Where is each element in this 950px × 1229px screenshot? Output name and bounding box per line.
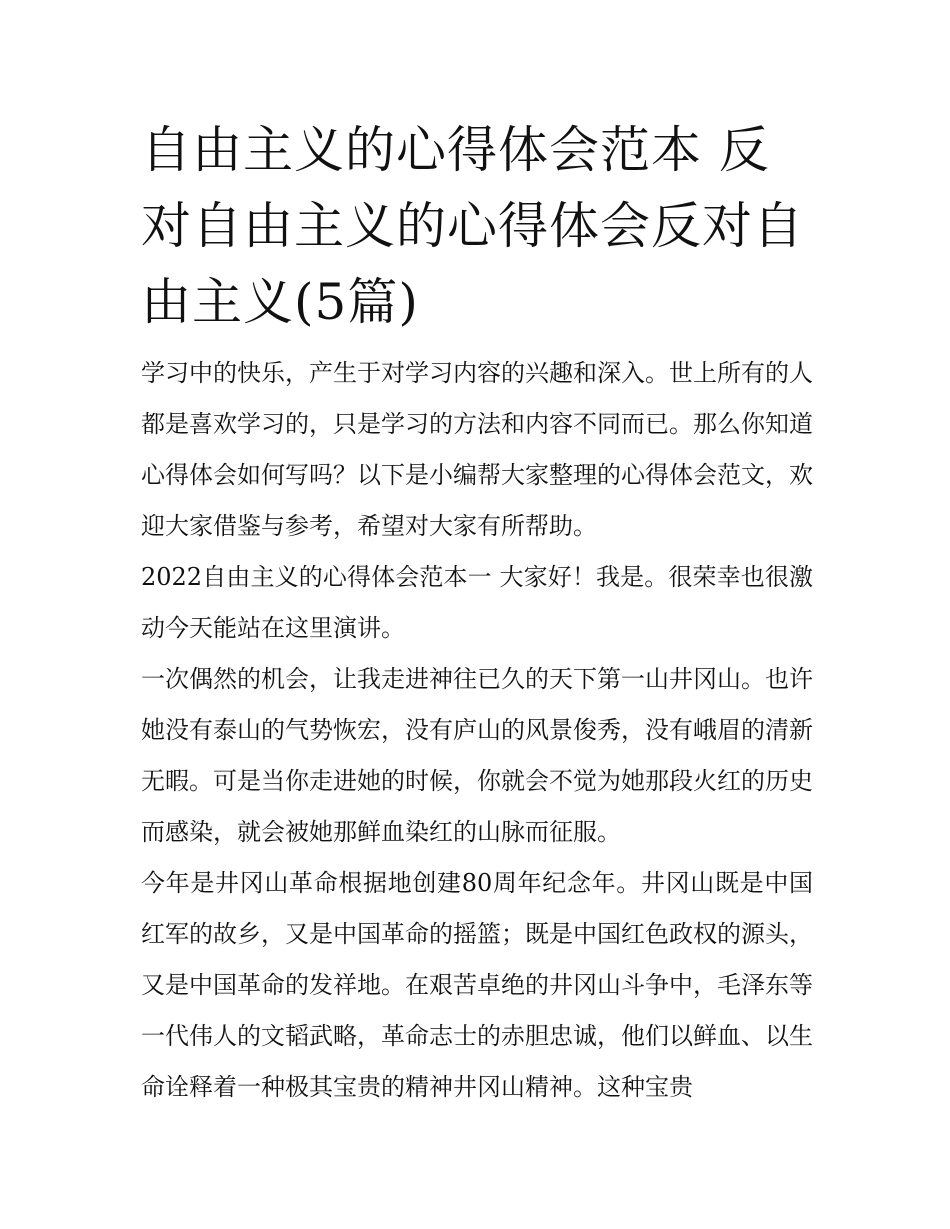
paragraph-intro: 学习中的快乐，产生于对学习内容的兴趣和深入。世上所有的人都是喜欢学习的，只是学习的方法和内容不同而已。那么你知道心得体会如何写吗？以下是小编帮大家整理的心得体会范文，欢迎大家借鉴与参考，希望对大家有所帮助。 bbox=[141, 359, 813, 540]
document-body bbox=[141, 112, 813, 1113]
paragraph-jinggangshan-visit: 一次偶然的机会，让我走进神往已久的天下第一山井冈山。也许她没有泰山的气势恢宏，没有庐山的风景俊秀，没有峨眉的清新无暇。可是当你走进她的时候，你就会不觉为她那段火红的历史而感染，就会被她那鲜血染红的山脉而征服。 bbox=[141, 665, 813, 846]
paragraph-jinggangshan-history: 今年是井冈山革命根据地创建80周年纪念年。井冈山既是中国红军的故乡，又是中国革命的摇篮；既是中国红色政权的源头，又是中国革命的发祥地。在艰苦卓绝的井冈山斗争中，毛泽东等一代伟人的文韬武略，革命志士的赤胆忠诚，他们以鲜血、以生命诠释着一种极其宝贵的精神井冈山精神。这种宝贵 bbox=[141, 869, 813, 1101]
paragraph-speech-opening: 2022自由主义的心得体会范本一 大家好！我是。很荣幸也很激动今天能站在这里演讲。 bbox=[141, 563, 813, 642]
document-title: 自由主义的心得体会范本 反对自由主义的心得体会反对自由主义(5篇) bbox=[141, 121, 804, 331]
